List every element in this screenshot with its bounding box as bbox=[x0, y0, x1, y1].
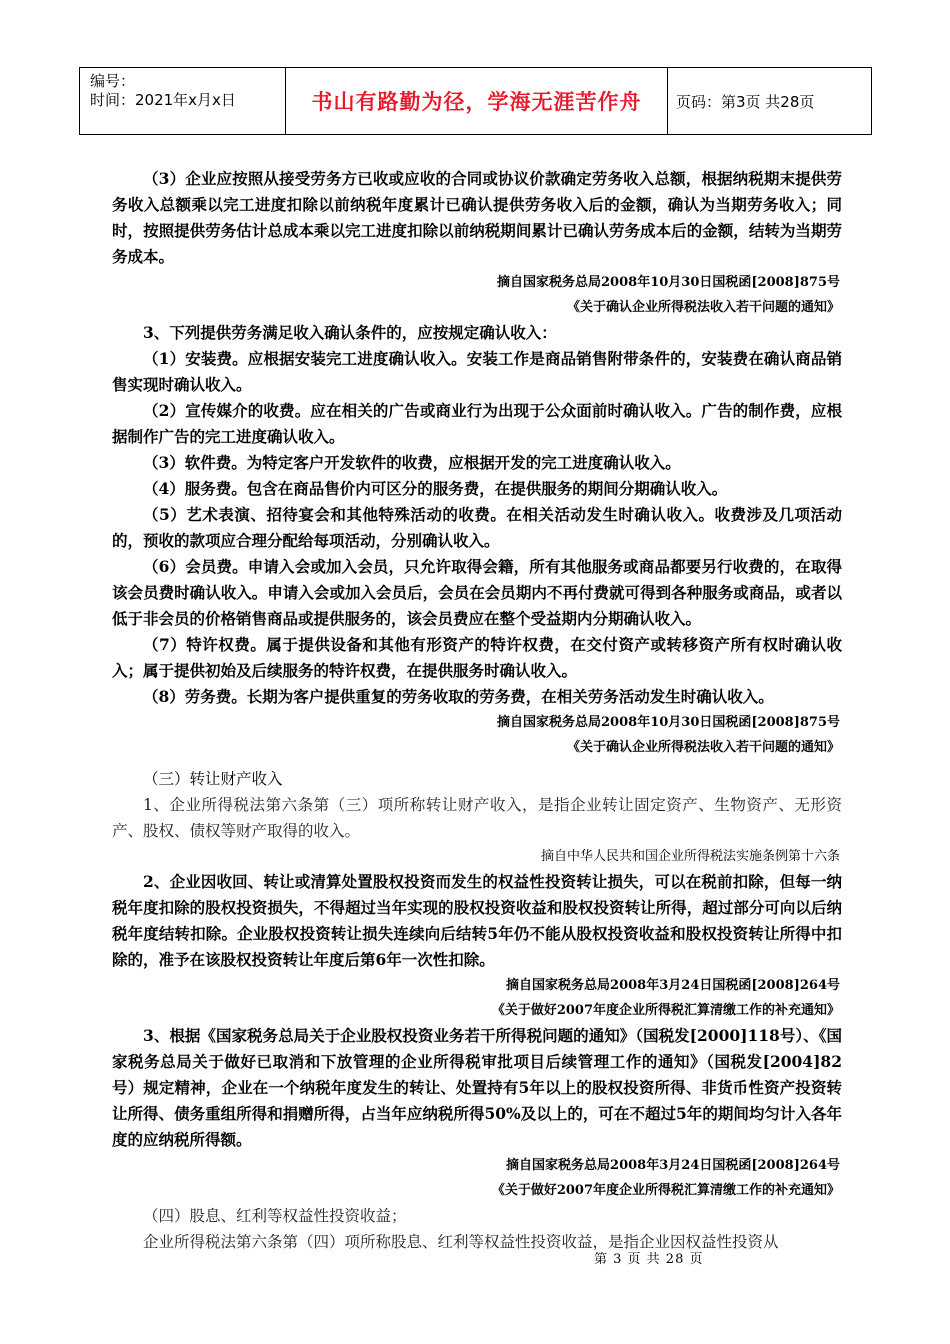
page-header bbox=[79, 67, 872, 135]
paragraph: 3、根据《国家税务总局关于企业股权投资业务若干所得税问题的通知》（国税发[2000]118号）、《国家税务总局关于做好已取消和下放管理的企业所得税审批项目后续管理工作的通知》（国税发[2004]82号）规定精神，企业在一个纳税年度发生的转让、处置持有5年以上的股权投资所得、非货币性资产投资转让所得、债务重组所得和捐赠所得，占当年应纳税所得50%及以上的，可在不超过5年的期间均匀计入各年度的应纳税所得额。 bbox=[112, 1026, 842, 1149]
paragraph: 企业所得税法第六条第（四）项所称股息、红利等权益性投资收益，是指企业因权益性投资从 bbox=[143, 1233, 779, 1251]
source-citation-title: 《关于做好2007年度企业所得税汇算清缴工作的补充通知》 bbox=[491, 1183, 840, 1198]
paragraph: 1、企业所得税法第六条第（三）项所称转让财产收入，是指企业转让固定资产、生物资产、无形资产、股权、债权等财产取得的收入。 bbox=[112, 796, 842, 840]
paragraph: （7）特许权费。属于提供设备和其他有形资产的特许权费，在交付资产或转移资产所有权时确认收入；属于提供初始及后续服务的特许权费，在提供服务时确认收入。 bbox=[112, 635, 842, 680]
source-citation: 摘自国家税务总局2008年3月24日国税函[2008]264号 bbox=[506, 1158, 840, 1173]
motto-text: 书山有路勤为径，学海无涯苦作舟 bbox=[311, 90, 642, 114]
section-heading: （四）股息、红利等权益性投资收益； bbox=[143, 1207, 407, 1225]
source-citation-title: 《关于做好2007年度企业所得税汇算清缴工作的补充通知》 bbox=[491, 1003, 840, 1018]
paragraph: 3、下列提供劳务满足收入确认条件的，应按规定确认收入： bbox=[143, 323, 557, 342]
paragraph: （4）服务费。包含在商品售价内可区分的服务费，在提供服务的期间分期确认收入。 bbox=[143, 479, 728, 498]
document-number-label: 编号： bbox=[90, 72, 136, 90]
paragraph: （5）艺术表演、招待宴会和其他特殊活动的收费。在相关活动发生时确认收入。收费涉及几项活动的，预收的款项应合理分配给每项活动，分别确认收入。 bbox=[112, 505, 842, 550]
document-body bbox=[112, 166, 842, 1255]
source-citation: 摘自国家税务总局2008年10月30日国税函[2008]875号 bbox=[497, 715, 840, 730]
paragraph: 2、企业因收回、转让或清算处置股权投资而发生的权益性投资转让损失，可以在税前扣除，但每一纳税年度扣除的股权投资损失，不得超过当年实现的股权投资收益和股权投资转让所得，超过部分可向以后纳税年度结转扣除。企业股权投资转让损失连续向后结转5年仍不能从股权投资收益和股权投资转让所得中扣除的，准予在该股权投资转让年度后第6年一次性扣除。 bbox=[112, 872, 842, 969]
header-page-number: 页码：第3页 共28页 bbox=[676, 92, 815, 111]
paragraph: （3）软件费。为特定客户开发软件的收费，应根据开发的完工进度确认收入。 bbox=[143, 453, 681, 472]
header-motto-cell bbox=[286, 68, 668, 134]
paragraph: （6）会员费。申请入会或加入会员，只允许取得会籍，所有其他服务或商品都要另行收费的，在取得该会员费时确认收入。申请入会或加入会员后，会员在会员期内不再付费就可得到各种服务或商品，或者以低于非会员的价格销售商品或提供服务的，该会员费应在整个受益期内分期确认收入。 bbox=[112, 557, 842, 628]
paragraph: （8）劳务费。长期为客户提供重复的劳务收取的劳务费，在相关劳务活动发生时确认收入。 bbox=[143, 687, 774, 706]
header-meta-cell bbox=[80, 68, 286, 134]
paragraph: （2）宣传媒介的收费。应在相关的广告或商业行为出现于公众面前时确认收入。广告的制作费，应根据制作广告的完工进度确认收入。 bbox=[112, 401, 842, 446]
paragraph: （3）企业应按照从接受劳务方已收或应收的合同或协议价款确定劳务收入总额，根据纳税期末提供劳务收入总额乘以完工进度扣除以前纳税年度累计已确认提供劳务收入后的金额，确认为当期劳务收入；同时，按照提供劳务估计总成本乘以完工进度扣除以前纳税期间累计已确认劳务成本后的金额，结转为当期劳务成本。 bbox=[112, 169, 842, 266]
section-heading: （三）转让财产收入 bbox=[143, 770, 283, 788]
source-citation: 摘自中华人民共和国企业所得税法实施条例第十六条 bbox=[540, 849, 840, 864]
source-citation-title: 《关于确认企业所得税法收入若干问题的通知》 bbox=[566, 740, 840, 755]
source-citation: 摘自国家税务总局2008年3月24日国税函[2008]264号 bbox=[506, 978, 840, 993]
footer-page-number: 第 3 页 共 28 页 bbox=[594, 1252, 704, 1267]
paragraph: （1）安装费。应根据安装完工进度确认收入。安装工作是商品销售附带条件的，安装费在确认商品销售实现时确认收入。 bbox=[112, 349, 842, 394]
page-footer bbox=[594, 1248, 703, 1267]
source-citation: 摘自国家税务总局2008年10月30日国税函[2008]875号 bbox=[497, 275, 840, 290]
document-time-label: 时间：2021年x月x日 bbox=[90, 91, 236, 109]
source-citation-title: 《关于确认企业所得税法收入若干问题的通知》 bbox=[566, 300, 840, 315]
header-page-cell bbox=[668, 68, 871, 134]
